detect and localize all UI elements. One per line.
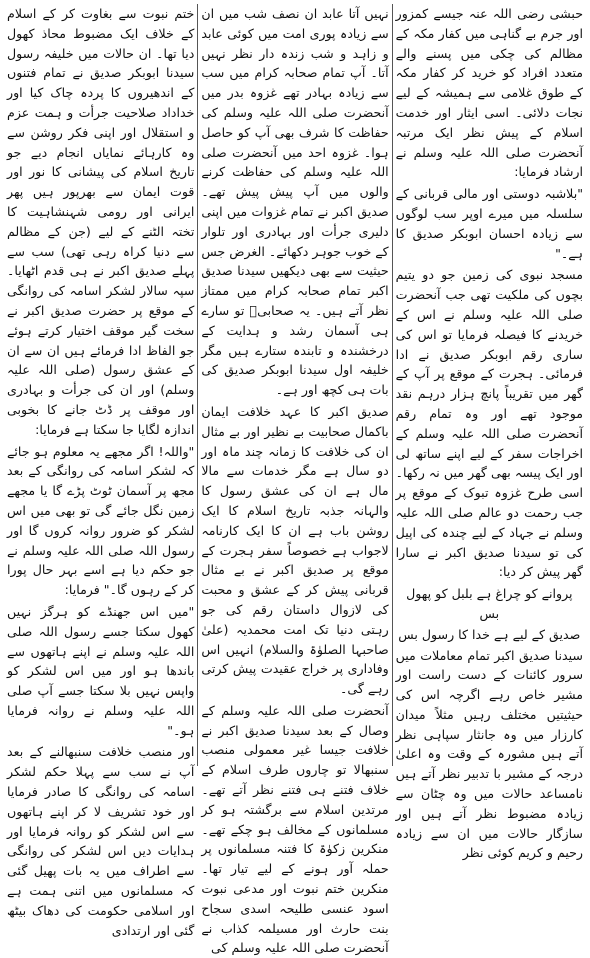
paragraph: مسجد نبوی کی زمین جو دو یتیم بچوں کی ملکیت تھی جب آنحضرت صلی اللہ علیہ وسلم نے اس کے خریدنے کا فیصلہ فرمایا تو اس کی ساری رقم ابوبکر صدیق نے ادا فرمائی۔ ہجرت کے موقع پر آپ کے گھر میں تقریباً پانچ ہزار درہم نقد موجود تھے اور وہ تمام رقم آنحضرت صلی اللہ علیہ وسلم کے اخراجات سفر کے لیے اپنے ساتھ لی اور ایک پیسہ بھی گھر میں نہ رکھا۔ اسی طرح غزوہ تبوک کے موقع پر جب رحمت دو عالم صلی اللہ علیہ وسلم نے جہاد کے لیے چندہ کی اپیل کی تو سیدنا صدیق اکبر نے سارا گھر پیش کر دیا: [395,267,583,580]
quote-paragraph: "واللہ! اگر مجھے یہ معلوم ہو جائے کہ لشکر اسامہ کی روانگی کے بعد مجھ پر آسمان ٹوٹ پڑے گا یا مجھے زمین نگل جائے گی تو بھی میں اس لشکر کو ضرور روانہ کروں گا اور رسول اللہ صلی اللہ علیہ وسلم نے جو حکم دیا ہے اسے بہر حال پورا کر کے رہوں گا۔" فرمایا: [7,443,195,598]
verse-line: صدیق کے لیے ہے خدا کا رسول بس [398,626,581,642]
paragraph: آنحضرت صلی اللہ علیہ وسلم کے وصال کے بعد سیدنا صدیق اکبر نے خلافت جیسا غیر معمولی منصب سنبھالا تو چاروں طرف اسلام کے خلاف فتنے ہی فتنے نظر آتے تھے۔ مرتدین اسلام سے برگشتہ ہو کر مسلمانوں کے مخالف ہو چکے تھے۔ منکرین زکوٰۃ کا فتنہ مسلمانوں پر حملہ آور ہونے کے لیے تیار تھا۔ منکرین ختم نبوت اور مدعی نبوت اسود عنسی طلیحہ اسدی سجاح بنت حارث اور مسیلمہ کذاب نے آنحضرت صلی اللہ علیہ وسلم کی [201,702,389,956]
quote-paragraph: "بلاشبہ دوستی اور مالی قربانی کے سلسلہ میں میرے اوپر سب لوگوں سے زیادہ احسان ابوبکر صدیق کا ہے۔" [395,186,583,261]
paragraph: حبشی رضی اللہ عنہ جیسے کمزور اور جرم بے گناہی میں کفار مکہ کے مظالم کی چکی میں پسنے والے متعدد افراد کو خرید کر کفار مکہ کے طوق غلامی سے ہمیشہ کے لیے نجات دلائی۔ اسی ایثار اور خدمت اسلام کے پیش نظر ایک مرتبہ آنحضرت صلی اللہ علیہ وسلم نے ارشاد فرمایا: [395,6,583,180]
column-right [393,4,586,861]
paragraph: صدیق اکبر کا عہد خلافت ایمان باکمال صحابیت بے نظیر اور بے مثال ان کی خلافت کا زمانہ چند ماہ اور دو سال ہے مگر خدمات سے مالا مال ہے ان کی عشق رسول کا والہانہ جذبہ تاریخ اسلام کا ایک روشن باب ہے ان کا ایک کارنامہ لاجواب ہے خصوصاً سفر ہجرت کے موقع پر صدیق اکبر نے بے مثال قربانی پیش کر کے عشق و محبت کی لازوال داستان رقم کی جو رہتی دنیا تک امت محمدیہ (علیٰ صاحبہا الصلوٰۃ والسلام) انہیں اس وفاداری پر خراج عقیدت پیش کرتی رہے گی۔ [201,403,389,697]
quote-paragraph: "میں اس جھنڈے کو ہرگز نہیں کھول سکتا جسے رسول اللہ صلی اللہ علیہ وسلم نے اپنے ہاتھوں سے باندھا ہو اور میں اس لشکر کو واپس نہیں بلا سکتا جسے آپ صلی اللہ علیہ وسلم نے روانہ فرمایا ہو۔" [7,603,195,738]
column-middle [198,4,391,956]
paragraph: نہیں آتا عابد ان نصف شب میں ان سے زیادہ پوری امت میں کوئی عابد و زاہد و شب زندہ دار نظر نہیں آتا۔ آپ تمام صحابہ کرام میں سب سے زیادہ بہادر تھے غزوہ بدر میں آنحضرت صلی اللہ علیہ وسلم کی حفاظت کا شرف بھی آپ کو حاصل ہوا۔ غزوہ احد میں آنحضرت صلی اللہ علیہ وسلم کی حفاظت کرنے والوں میں آپ پیش پیش تھے۔ صدیق اکبر نے تمام غزوات میں اپنی دلیری جرأت اور بہادری اور تلوار کے خوب جوہر دکھائے۔ الغرض جس حیثیت سے بھی دیکھیں سیدنا صدیق اکبر تمام صحابہ کرام میں ممتاز نظر آتے ہیں۔ یہ صحابیؓ تو سارے ہی آسمان رشد و ہدایت کے درخشندہ و تابندہ ستارے ہیں مگر خلیفہ اول سیدنا ابوبکر صدیق کی بات ہی کچھ اور ہے۔ [201,6,389,398]
paragraph: سیدنا صدیق اکبر تمام معاملات میں سرور کائنات کے دست راست اور مشیر خاص رہے اگرچہ اس کی حیثیتیں مختلف رہیں مثلاً میدان کارزار میں وہ جانثار سپاہی نظر آتے ہیں مشورہ کے وقت وہ اعلیٰ درجہ کے مشیر با تدبیر نظر آتے ہیں نامساعد حالات میں وہ چٹان سے زیادہ مضبوط نظر آتے ہیں اور سازگار حالات میں ان سے زیادہ رحیم و کریم کوئی نظر [395,647,583,861]
column-left [4,4,197,938]
paragraph: ختم نبوت سے بغاوت کر کے اسلام کے خلاف ایک مضبوط محاذ کھول دیا تھا۔ ان حالات میں خلیفہ رسول سیدنا ابوبکر صدیق نے تمام فتنوں کے اندھیروں کا پردہ چاک کیا اور خداداد صلاحیت جرأت و ہمت عزم و استقلال اور اپنی فکر روشن سے وہ کارہائے نمایاں انجام دیے جو تاریخ اسلام کی پیشانی کا نور اور قوت ایمان سے بھرپور ہیں پھر ایرانی اور رومی شہنشاہیت کا تختہ الٹنے کے لیے (جن کے مظالم سے دنیا کراہ رہی تھی) سب سے پہلے صدیق اکبر نے ہی قدم اٹھایا۔ سپہ سالار لشکر اسامہ کی روانگی کے موقع پر حضرت صدیق اکبر نے سخت گیر موقف اختیار کرتے ہوئے جو الفاظ ادا فرمائے ہیں ان سے ان کے عشق رسول (صلی اللہ علیہ وسلم) اور ان کی جرأت و بہادری اور موقف پر ڈٹ جانے کا بخوبی اندازہ لگایا جا سکتا ہے فرمایا: [7,6,195,437]
paragraph: اور منصب خلافت سنبھالنے کے بعد آپ نے سب سے پہلا حکم لشکر اسامہ کی روانگی کا صادر فرمایا اور خود تشریف لا کر اپنے ہاتھوں سے اس لشکر کو روانہ فرمایا اور ہدایات دیں اس لشکر کی روانگی سے اطراف میں یہ بات پھیل گئی کہ مسلمانوں میں اتنی ہمت ہے اور اسلامی حکومت کی دھاک بیٹھ گئی اور ارتدادی [7,744,195,938]
verse-line: پروانے کو چراغ ہے بلبل کو پھول بس [406,586,573,621]
